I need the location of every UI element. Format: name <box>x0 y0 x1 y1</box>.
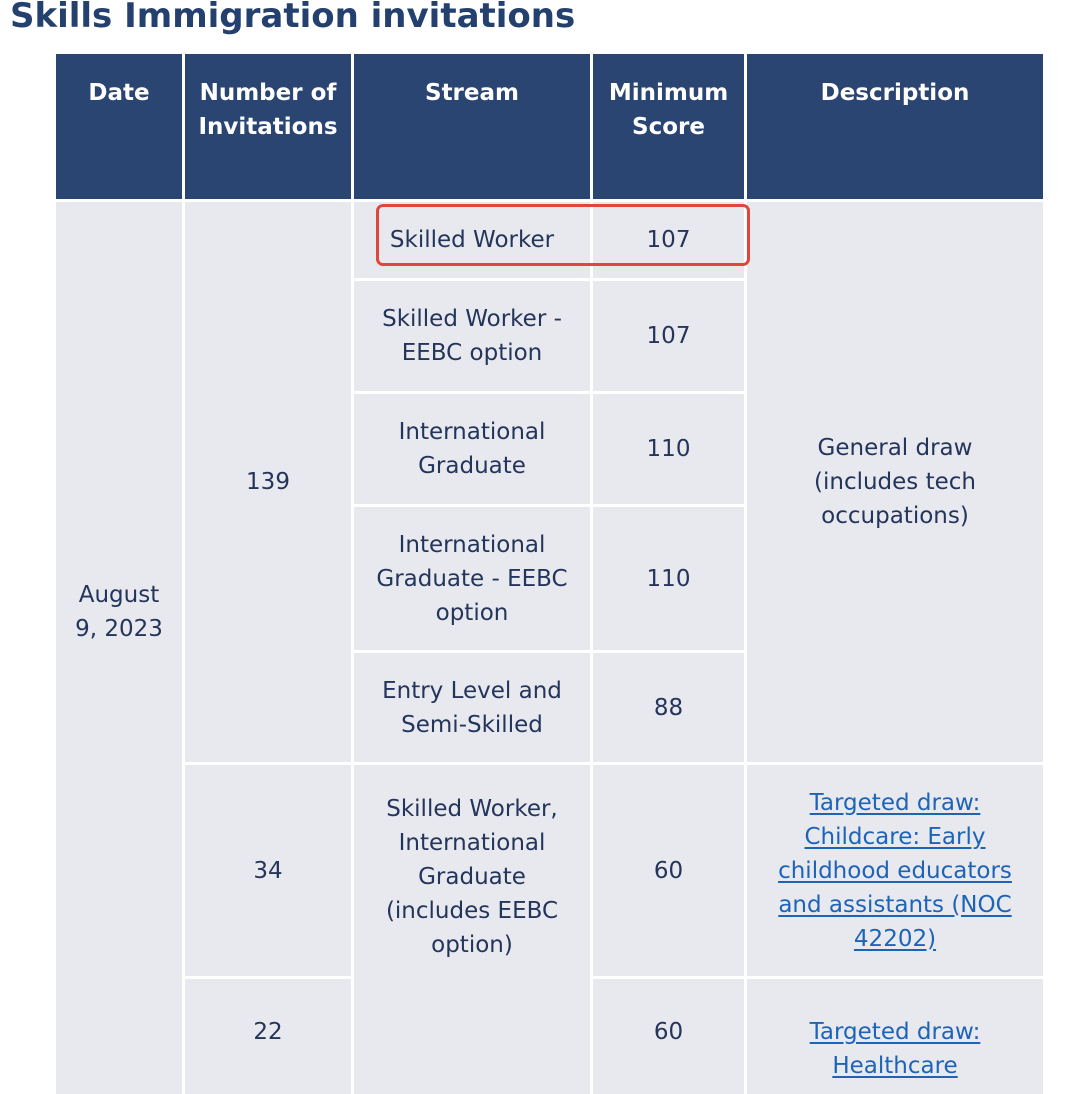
score-cell: 60 <box>593 979 744 1094</box>
childcare-draw-link[interactable]: Targeted draw: Childcare: Early childhood educators and assistants (NOC 42202) <box>778 789 1012 952</box>
stream-cell: International Graduate - EEBC option <box>354 507 590 650</box>
description-cell: General draw (includes tech occupations) <box>747 202 1043 762</box>
date-cell: August 9, 2023 <box>56 202 182 1094</box>
healthcare-draw-link[interactable]: Targeted draw: Healthcare <box>809 1019 981 1079</box>
header-stream: Stream <box>354 54 590 199</box>
score-cell: 110 <box>593 507 744 650</box>
header-date: Date <box>56 54 182 199</box>
description-cell <box>747 979 1043 1094</box>
stream-cell: Entry Level and Semi-Skilled <box>354 653 590 762</box>
header-invitations: Number of Invitations <box>185 54 351 199</box>
stream-cell: International Graduate <box>354 394 590 504</box>
score-cell: 107 <box>593 202 744 278</box>
score-cell: 88 <box>593 653 744 762</box>
header-minimum-score: Minimum Score <box>593 54 744 199</box>
invitations-cell: 139 <box>185 202 351 762</box>
stream-cell: Skilled Worker, International Graduate (includes EEBC option) <box>354 765 590 1094</box>
score-cell: 110 <box>593 394 744 504</box>
invitations-table <box>56 54 1043 1094</box>
score-cell: 60 <box>593 765 744 976</box>
header-description: Description <box>747 54 1043 199</box>
invitations-cell: 22 <box>185 979 351 1094</box>
page-title: Skills Immigration invitations <box>10 0 576 36</box>
stream-cell: Skilled Worker <box>354 202 590 278</box>
stream-cell: Skilled Worker - EEBC option <box>354 281 590 391</box>
description-cell <box>747 765 1043 976</box>
invitations-cell: 34 <box>185 765 351 976</box>
score-cell: 107 <box>593 281 744 391</box>
